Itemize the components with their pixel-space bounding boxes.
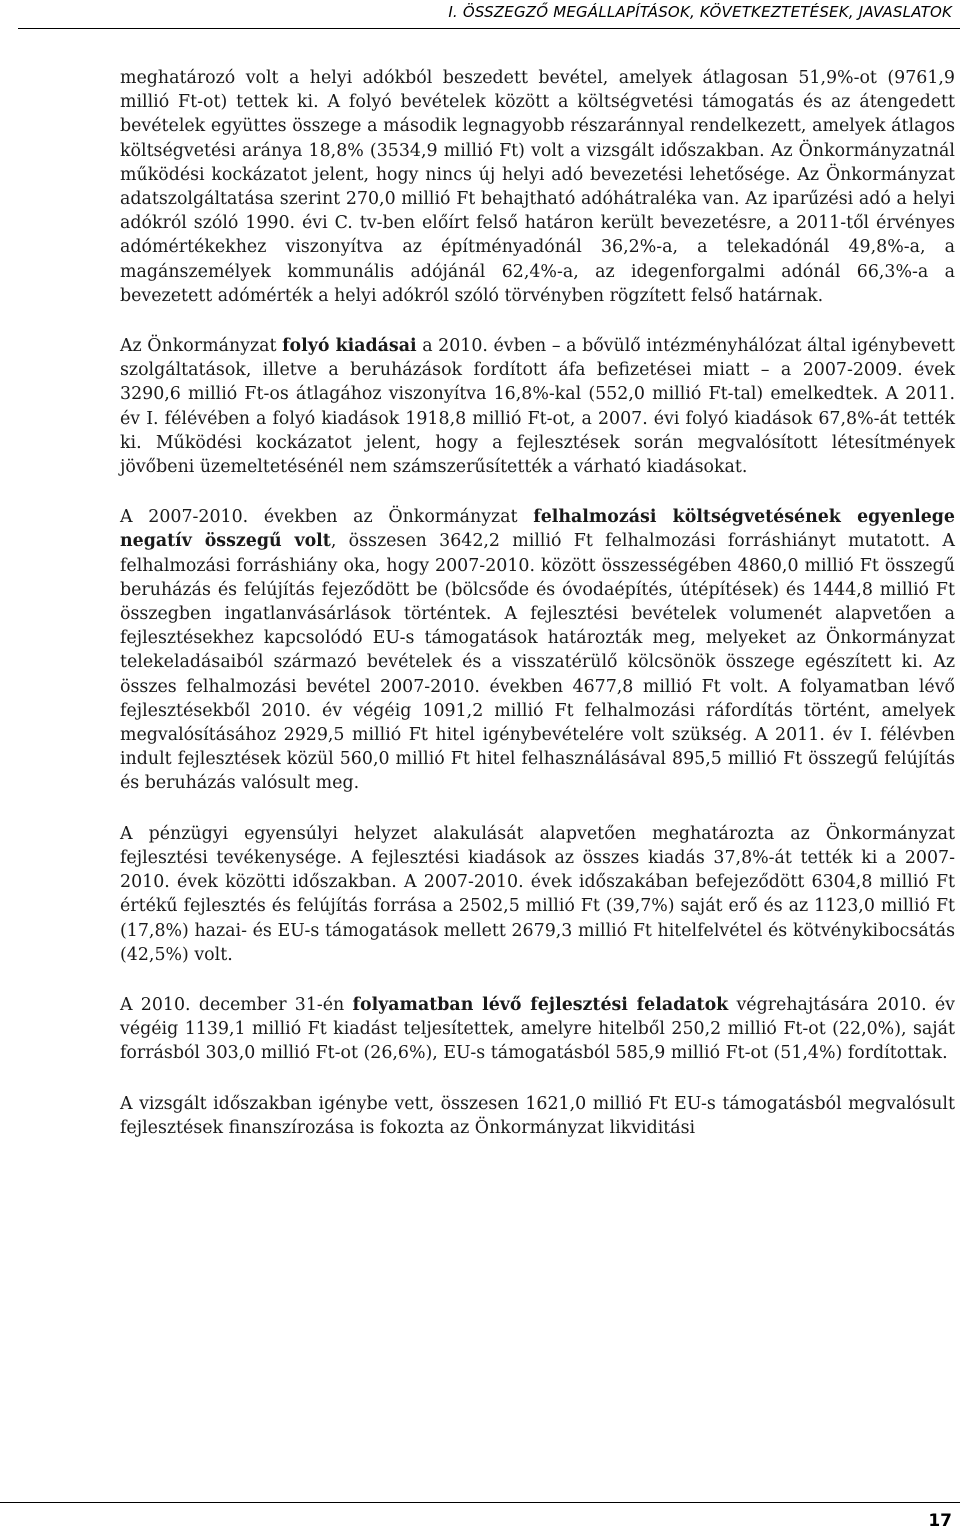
text-run: a 2010. évben – a bővülő intézményhálózat által igénybevett szolgáltatások, illetve a beruházások fordított áfa befizetései miatt – a 2007-2009. évek 3290,6 millió Ft-os átlagához viszonyítva 16,8%-kal (552,0 millió Ft-tal) emelkedtek. A 2011. év I. félévében a folyó kiadások 1918,8 millió Ft-ot, a 2007. évi folyó kiadások 67,8%-át tették ki. Működési kockázatot jelent, hogy a fejlesztések során megvalósított létesítmények jövőbeni üzemeltetésénél nem számszerűsítették a várható kiadásokat. <box>120 336 955 478</box>
emphasis-current-expenditure: folyó kiadásai <box>282 336 417 357</box>
section-title: I. ÖSSZEGZŐ MEGÁLLAPÍTÁSOK, KÖVETKEZTETÉSEK, JAVASLATOK <box>448 3 952 21</box>
page-header <box>0 0 960 32</box>
emphasis-ongoing-developments: folyamatban lévő fejlesztési feladatok <box>352 994 729 1015</box>
text-run: A pénzügyi egyensúlyi helyzet alakulását alapvetően meghatározta az Önkormányzat fejlesztési tevékenysége. A fejlesztési kiadások az összes kiadás 37,8%-át tették ki a 2007-2010. évek közötti időszakban. A 2007-2010. évek időszakában befejeződött 6304,8 millió Ft értékű fejlesztés és felújítás forrása a 2502,5 millió Ft (39,7%) saját erő és az 1123,0 millió Ft (17,8%) hazai- és EU-s támogatások mellett 2679,3 millió Ft hitelfelvétel és kötvénykibocsátás (42,5%) volt. <box>120 823 955 965</box>
text-run: végrehajtására 2010. év végéig 1139,1 millió Ft kiadást teljesítettek, amelyre hitelből 250,2 millió Ft-ot (22,0%), saját forrásból 303,0 millió Ft-ot (26,6%), EU-s támogatásból 585,9 millió Ft-ot (51,4%) fordítottak. <box>120 994 955 1064</box>
text-run: A 2007-2010. években az Önkormányzat <box>120 507 534 528</box>
paragraph-financial-balance <box>120 822 955 967</box>
emphasis-capital-budget: felhalmozási költségvetésének egyenlege negatív összegű volt <box>120 507 956 552</box>
header-rule <box>18 28 960 29</box>
document-body <box>120 66 955 1166</box>
text-run: A 2010. december 31-én <box>120 994 353 1015</box>
text-run: , összesen 3642,2 millió Ft felhalmozási forráshiányt mutatott. A felhalmozási forráshiány oka, hogy 2007-2010. között összességében 4860,0 millió Ft összegű beruházás és felújítás fejeződött be (bölcsőde és óvodaépítés, útépítések) és 1444,8 millió Ft összegben ingatlanvásárlások történtek. A fejlesztési bevételek volumenét alapvetően a fejlesztésekhez kapcsolódó EU-s támogatások határozták meg, melyeket az Önkormányzat telekeladásaiból származó bevételek és a visszatérülő kölcsönök összege egészített ki. Az összes felhalmozási bevétel 2007-2010. években 4677,8 millió Ft volt. A folyamatban lévő fejlesztésekből 2010. év végéig 1091,2 millió Ft felhalmozási ráfordítás történt, amelyek megvalósításához 2929,5 millió Ft hitel igénybevételére volt szükség. A 2011. év I. félévben indult fejlesztések közül 560,0 millió Ft hitel felhasználásával 895,5 millió Ft összegű felújítás és beruházás valósult meg. <box>120 531 955 794</box>
text-run: Az Önkormányzat <box>120 336 283 357</box>
paragraph-local-taxes <box>120 66 955 308</box>
paragraph-current-expenditure <box>120 334 955 479</box>
text-run: A vizsgált időszakban igénybe vett, összesen 1621,0 millió Ft EU-s támogatásból megvalósult fejlesztések finanszírozása is fokozta az Önkormányzat likviditási <box>120 1093 955 1138</box>
paragraph-eu-funding <box>120 1092 955 1140</box>
text-run: meghatározó volt a helyi adókból beszedett bevétel, amelyek átlagosan 51,9%-ot (9761,9 millió Ft-ot) tettek ki. A folyó bevételek között a költségvetési támogatás és az átengedett bevételek együttes összege a második legnagyobb részaránnyal rendelkezett, amelyek átlagos költségvetési aránya 18,8% (3534,9 millió Ft) volt a vizsgált időszakban. Az Önkormányzatnál működési kockázatot jelent, hogy nincs új helyi adó bevezetési lehetősége. Az Önkormányzat adatszolgáltatása szerint 270,0 millió Ft behajtható adóhátraléka van. Az iparűzési adó a helyi adókról szóló 1990. évi C. tv-ben előírt felső határon került bevezetésre, a 2011-től érvényes adómértékekhez viszonyítva az építményadónál 36,2%-a, a telekadónál 49,8%-a, a magánszemélyek kommunális adójánál 62,4%-a, az idegenforgalmi adónál 66,3%-a a bevezetett adómérték a helyi adókról szóló törvényben rögzített felső határnak. <box>120 68 955 306</box>
page-number: 17 <box>928 1511 952 1531</box>
paragraph-capital-budget <box>120 505 955 795</box>
footer-rule <box>0 1502 960 1503</box>
paragraph-ongoing-developments <box>120 993 955 1066</box>
